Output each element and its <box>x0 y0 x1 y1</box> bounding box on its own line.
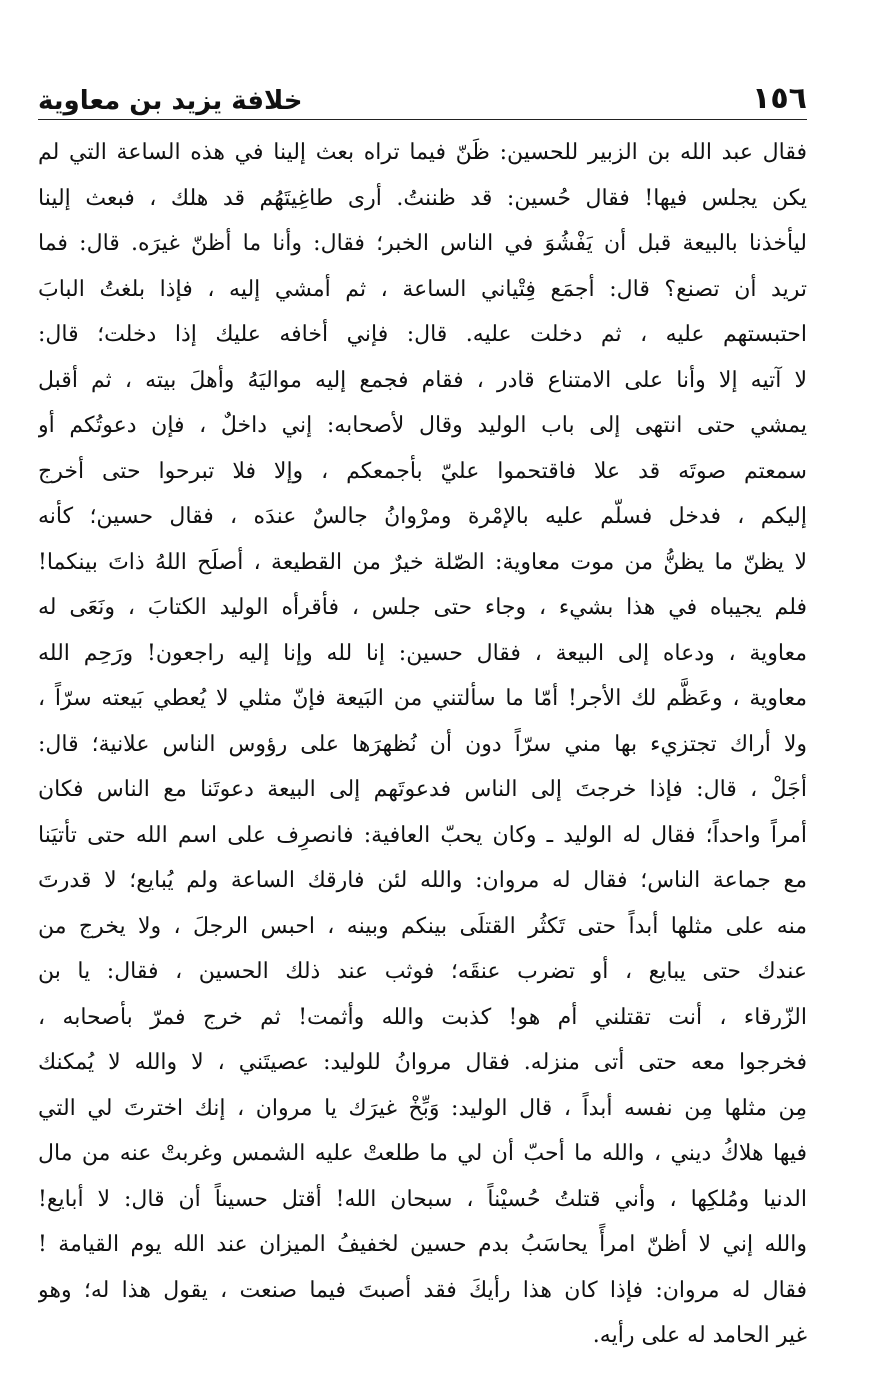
text-line: يمشي حتى انتهى إلى باب الوليد وقال لأصحابه: إني داخلٌ ، فإن دعوتُكم أو <box>38 413 807 438</box>
text-line: فيها هلاكُ ديني ، والله ما أحبّ أن لي ما طلعتْ عليه الشمس وغربتْ عنه من مال <box>38 1141 807 1166</box>
text-line: لا يظنّ ما يظنُّ من موت معاوية: الصّلة خيرٌ من القطيعة ، أصلَح اللهُ ذاتَ بينكما! <box>38 549 807 575</box>
text-line: الدنيا ومُلكِها ، وأني قتلتُ حُسيْناً ، سبحان الله! أقتل حسيناً أن قال: لا أبايع! <box>38 1186 807 1212</box>
text-line: فلم يجيباه في هذا بشيء ، وجاء حتى جلس ، فأقرأه الوليد الكتابَ ، ونَعَى له <box>38 595 807 620</box>
text-line: فخرجوا معه حتى أتى منزله. فقال مروانُ للوليد: عصيتَني ، لا والله لا يُمكنك <box>38 1050 807 1075</box>
running-title: خلافة يزيد بن معاوية <box>38 86 303 116</box>
text-line: غير الحامد له على رأيه. <box>592 1323 807 1348</box>
header-divider <box>38 119 807 120</box>
text-line: أمراً واحداً؛ فقال له الوليد ـ وكان يحبّ العافية: فانصرِف على اسم الله حتى تأتيَنا <box>38 822 807 848</box>
text-line: معاوية ، وعَظَّم لك الأجر! أمّا ما سألتني من البَيعة فإنّ مثلي لا يُعطي بَيعته سرّاً ، <box>38 686 807 711</box>
page-number: ١٥٦ <box>752 81 807 116</box>
text-line: ليأخذنا بالبيعة قبل أن يَفْشُوَ في الناس الخبر؛ فقال: وأنا ما أظنّ غيرَه. قال: فما <box>38 231 807 256</box>
text-line: مع جماعة الناس؛ فقال له مروان: والله لئن فارقك الساعة ولم يُبايع؛ لا قدرتَ <box>38 868 807 893</box>
text-line: فقال له مروان: فإذا كان هذا رأيكَ فقد أصبتَ فيما صنعت ، يقول هذا له؛ وهو <box>38 1277 807 1303</box>
text-line: لا آتيه إلا وأنا على الامتناع قادر ، فقام فجمع إليه مواليَهُ وأهلَ بيته ، ثم أقبل <box>38 367 807 393</box>
text-line: ولا أراك تجتزيء بها مني سرّاً دون أن نُظهرَها على رؤوس الناس علانية؛ قال: <box>38 731 807 757</box>
text-line: إليكم ، فدخل فسلّم عليه بالإمْرة ومرْوانُ جالسٌ عندَه ، فقال حسين؛ كأنه <box>38 504 807 529</box>
text-line: والله إني لا أظنّ امرأً يحاسَبُ بدم حسين لخفيفُ الميزان عند الله يوم القيامة ! <box>38 1232 807 1257</box>
text-line: فقال عبد الله بن الزبير للحسين: ظَنّ فيما تراه بعث إلينا في هذه الساعة التي لم <box>38 140 807 165</box>
text-line: تريد أن تصنع؟ قال: أجمَع فِتْياني الساعة ، ثم أمشي إليه ، فإذا بلغتُ البابَ <box>38 276 807 302</box>
text-line: يكن يجلس فيها! فقال حُسين: قد ظننتُ. أرى طاغِيتَهُم قد هلك ، فبعث إلينا <box>38 185 807 211</box>
text-line: منه على مثلها أبداً حتى تَكثُر القتلَى بينكم وبينه ، احبس الرجلَ ، ولا يخرج من <box>38 913 807 939</box>
body-text <box>38 130 807 1359</box>
text-line: أجَلْ ، قال: فإذا خرجتَ إلى الناس فدعوتَهم إلى البيعة دعوتَنا مع الناس فكان <box>38 777 807 802</box>
text-line: معاوية ، ودعاه إلى البيعة ، فقال حسين: إنا لله وإنا إليه راجعون! ورَحِم الله <box>38 640 807 666</box>
text-line: احتبستهم عليه ، ثم دخلت عليه. قال: فإني أخافه عليك إذا دخلت؛ قال: <box>38 322 807 347</box>
text-line: عندك حتى يبايع ، أو تضرب عنقَه؛ فوثب عند ذلك الحسين ، فقال: يا بن <box>38 959 807 984</box>
text-line: سمعتم صوتَه قد علا فاقتحموا عليّ بأجمعكم ، وإلا فلا تبرحوا حتى أخرج <box>38 458 807 484</box>
text-line: الزّرقاء ، أنت تقتلني أم هو! كذبت والله وأثمت! ثم خرج فمرّ بأصحابه ، <box>38 1004 807 1030</box>
text-line: مِن مثلها مِن نفسه أبداً ، قال الوليد: وَبِّخْ غيرَك يا مروان ، إنك اخترتَ لي التي <box>38 1095 807 1121</box>
page-header <box>38 58 807 120</box>
